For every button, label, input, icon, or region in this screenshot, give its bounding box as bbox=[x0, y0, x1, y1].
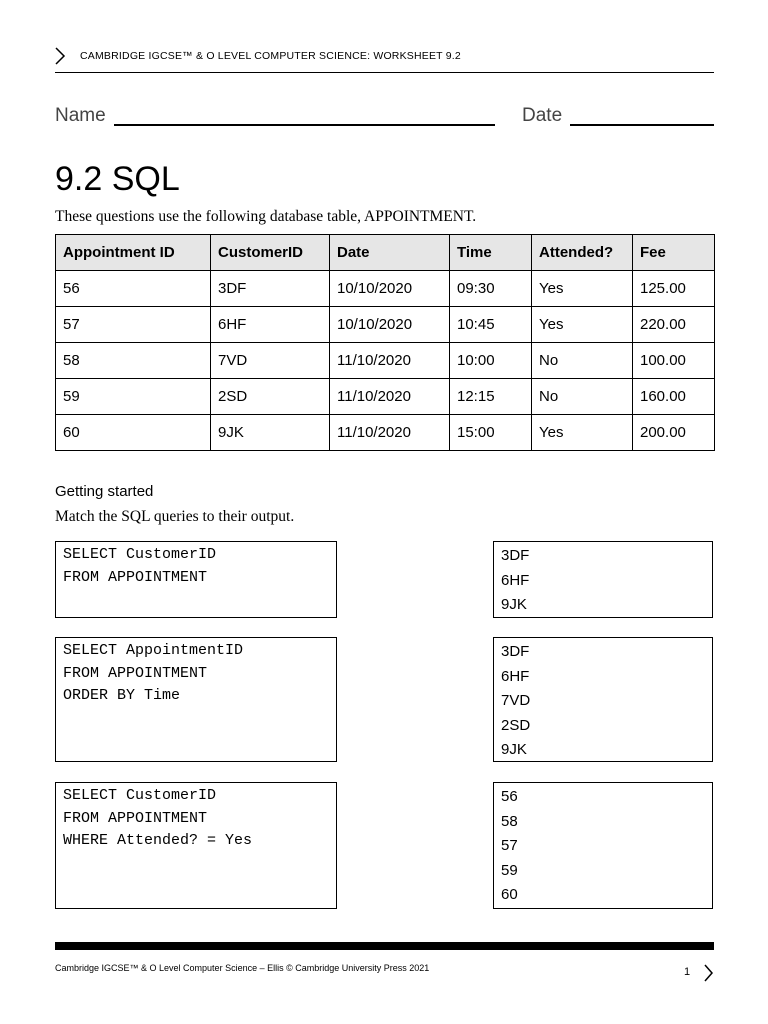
table-cell: 220.00 bbox=[633, 307, 715, 343]
query-line: FROM APPOINTMENT bbox=[63, 568, 208, 586]
query-line: SELECT CustomerID bbox=[63, 787, 217, 804]
output-line: 59 bbox=[501, 861, 518, 879]
table-cell: 57 bbox=[56, 307, 211, 343]
query-line: SELECT CustomerID bbox=[63, 546, 217, 563]
query-line: FROM APPOINTMENT bbox=[63, 664, 208, 682]
query-box bbox=[55, 782, 337, 909]
table-row bbox=[56, 271, 715, 307]
query-line: WHERE Attended? = Yes bbox=[63, 832, 253, 849]
table-row bbox=[56, 379, 715, 415]
table-header-row bbox=[56, 235, 715, 271]
table-cell: 7VD bbox=[211, 343, 330, 379]
footer-bar bbox=[55, 942, 714, 950]
table-row bbox=[56, 415, 715, 451]
page-title: 9.2 SQL bbox=[55, 160, 180, 198]
worksheet-header: CAMBRIDGE IGCSE™ & O LEVEL COMPUTER SCIENCE: WORKSHEET 9.2 bbox=[80, 50, 461, 62]
output-box bbox=[493, 637, 713, 762]
query-line: FROM APPOINTMENT bbox=[63, 809, 208, 827]
table-cell: 125.00 bbox=[633, 271, 715, 307]
footer-copyright: Cambridge IGCSE™ & O Level Computer Science – Ellis © Cambridge University Press 2021 bbox=[55, 963, 430, 973]
table-cell: 58 bbox=[56, 343, 211, 379]
output-line: 57 bbox=[501, 837, 518, 854]
output-line: 3DF bbox=[501, 547, 530, 564]
date-label: Date bbox=[522, 105, 563, 126]
table-cell: 2SD bbox=[211, 379, 330, 415]
table-cell: No bbox=[532, 343, 633, 379]
column-header: Time bbox=[450, 235, 532, 271]
column-header: Fee bbox=[633, 235, 715, 271]
table-cell: 160.00 bbox=[633, 379, 715, 415]
query-box bbox=[55, 637, 337, 762]
table-cell: 10/10/2020 bbox=[330, 307, 450, 343]
query-box bbox=[55, 541, 337, 618]
output-line: 9JK bbox=[501, 596, 527, 613]
column-header: Appointment ID bbox=[56, 235, 211, 271]
name-field[interactable] bbox=[114, 124, 495, 126]
table-cell: Yes bbox=[532, 307, 633, 343]
table-cell: 09:30 bbox=[450, 271, 532, 307]
table-cell: 11/10/2020 bbox=[330, 343, 450, 379]
output-line: 6HF bbox=[501, 571, 530, 589]
output-line: 9JK bbox=[501, 741, 527, 758]
name-label: Name bbox=[55, 105, 106, 126]
header-rule bbox=[55, 72, 714, 73]
output-box bbox=[493, 541, 713, 618]
table-cell: No bbox=[532, 379, 633, 415]
table-cell: 11/10/2020 bbox=[330, 415, 450, 451]
column-header: Attended? bbox=[532, 235, 633, 271]
table-cell: 12:15 bbox=[450, 379, 532, 415]
date-field[interactable] bbox=[570, 124, 714, 126]
table-cell: 9JK bbox=[211, 415, 330, 451]
table-row bbox=[56, 307, 715, 343]
intro-text: These questions use the following database table, APPOINTMENT. bbox=[55, 208, 477, 225]
table-cell: 10:00 bbox=[450, 343, 532, 379]
output-line: 2SD bbox=[501, 716, 531, 734]
chevron-right-icon bbox=[52, 46, 68, 66]
section-heading: Getting started bbox=[55, 483, 154, 500]
table-cell: 200.00 bbox=[633, 415, 715, 451]
table-cell: 6HF bbox=[211, 307, 330, 343]
output-line: 7VD bbox=[501, 692, 531, 709]
output-line: 3DF bbox=[501, 643, 530, 660]
table-cell: Yes bbox=[532, 415, 633, 451]
output-box bbox=[493, 782, 713, 909]
appointment-table bbox=[55, 234, 715, 451]
table-cell: 15:00 bbox=[450, 415, 532, 451]
table-cell: 3DF bbox=[211, 271, 330, 307]
table-row bbox=[56, 343, 715, 379]
table-cell: Yes bbox=[532, 271, 633, 307]
column-header: Date bbox=[330, 235, 450, 271]
chevron-right-icon[interactable] bbox=[702, 963, 714, 983]
output-line: 56 bbox=[501, 788, 518, 805]
table-cell: 11/10/2020 bbox=[330, 379, 450, 415]
query-line: ORDER BY Time bbox=[63, 687, 181, 704]
table-cell: 10/10/2020 bbox=[330, 271, 450, 307]
page-number: 1 bbox=[684, 966, 691, 978]
output-line: 60 bbox=[501, 886, 518, 903]
column-header: CustomerID bbox=[211, 235, 330, 271]
table-cell: 56 bbox=[56, 271, 211, 307]
table-cell: 59 bbox=[56, 379, 211, 415]
table-cell: 100.00 bbox=[633, 343, 715, 379]
instruction-text: Match the SQL queries to their output. bbox=[55, 508, 295, 525]
query-line: SELECT AppointmentID bbox=[63, 642, 244, 659]
table-cell: 60 bbox=[56, 415, 211, 451]
table-cell: 10:45 bbox=[450, 307, 532, 343]
output-line: 58 bbox=[501, 812, 518, 830]
output-line: 6HF bbox=[501, 667, 530, 685]
